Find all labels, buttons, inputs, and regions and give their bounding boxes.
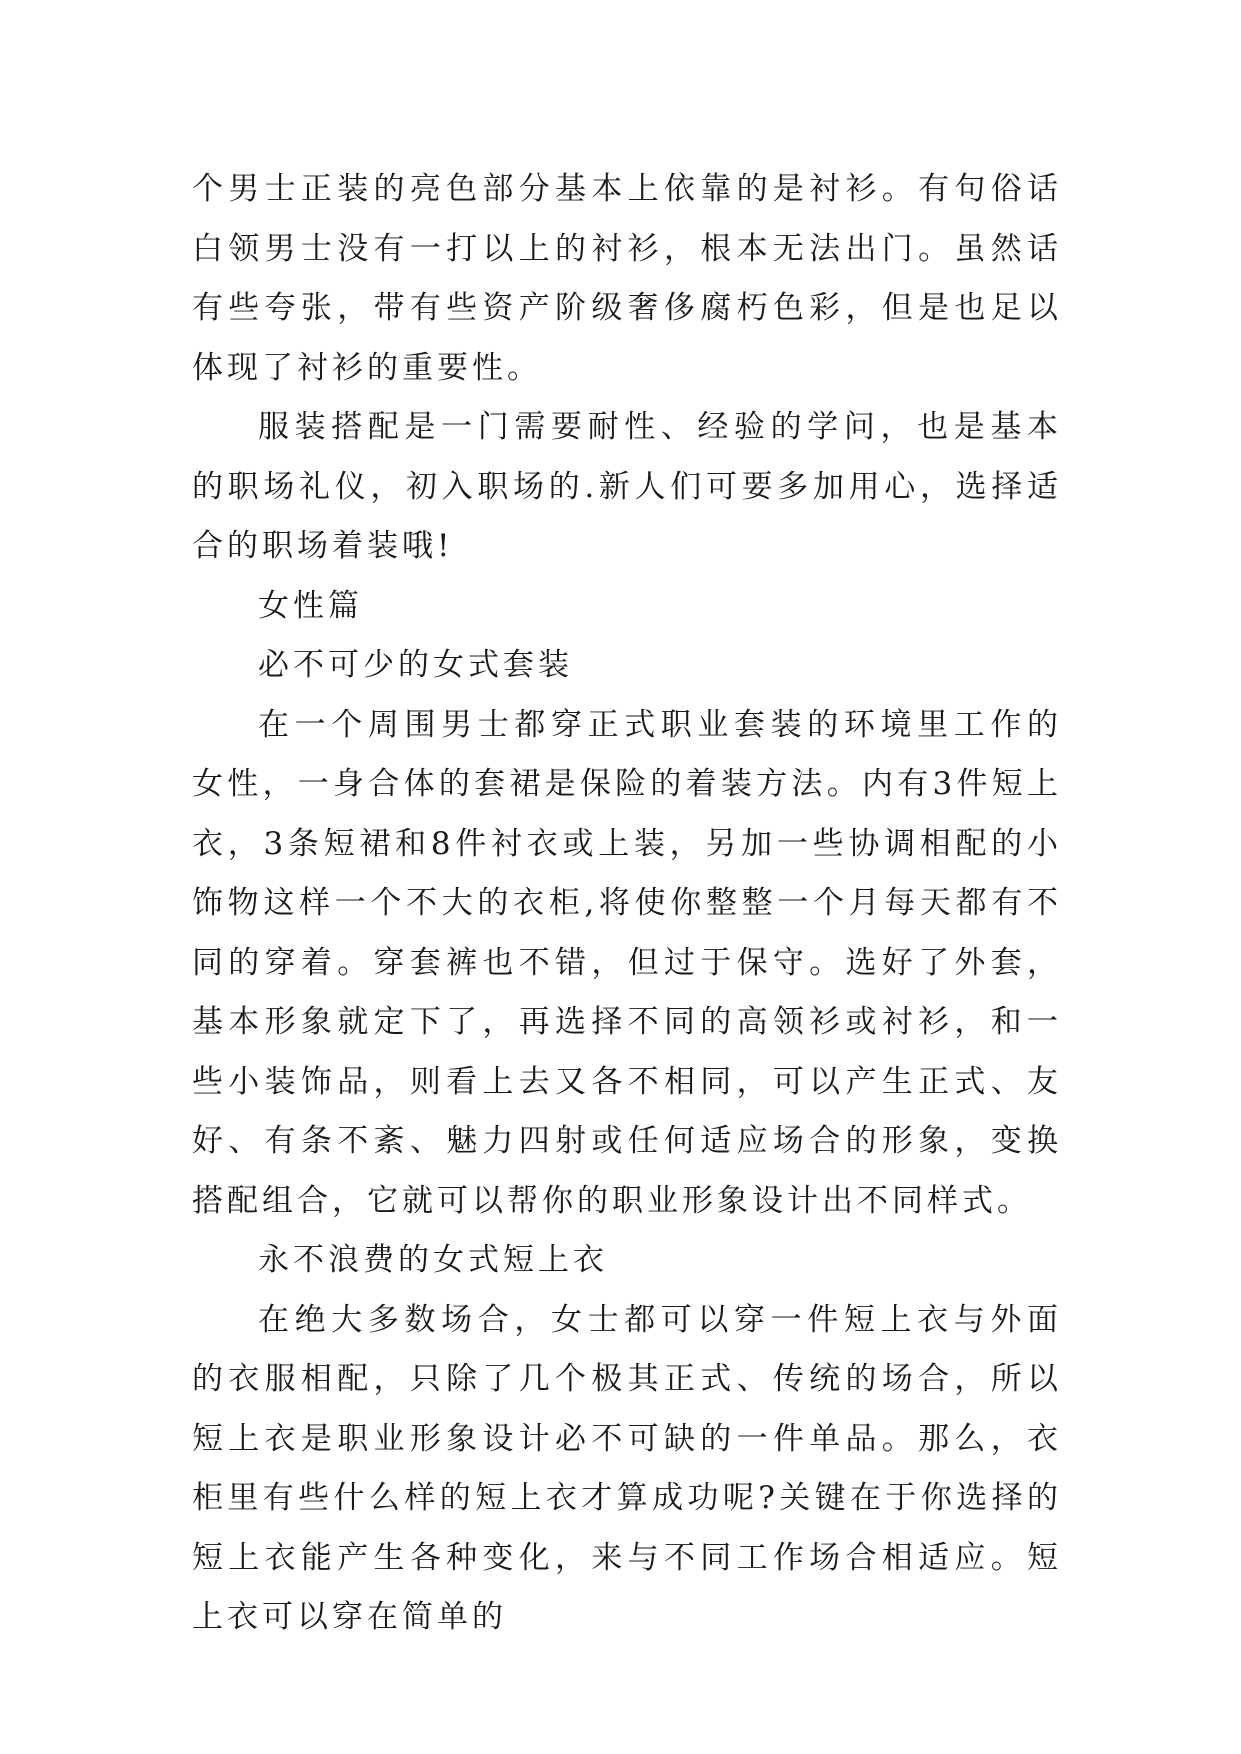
document-body [192, 160, 1062, 1648]
paragraph-womens-suit: 在一个周围男士都穿正式职业套装的环境里工作的女性，一身合体的套裙是保险的着装方法。内有3件短上衣，3条短裙和8件衬衣或上装，另加一些协调相配的小饰物这样一个不大的衣柜,将使你整整一个月每天都有不同的穿着。穿套裤也不错，但过于保守。选好了外套，基本形象就定下了，再选择不同的高领衫或衬衫，和一些小装饰品，则看上去又各不相同，可以产生正式、友好、有条不紊、魅力四射或任何适应场合的形象，变换搭配组合，它就可以帮你的职业形象设计出不同样式。 [192, 706, 1062, 1219]
paragraph-shirt-importance: 个男士正装的亮色部分基本上依靠的是衬衫。有句俗话白领男士没有一打以上的衬衫，根本无法出门。虽然话有些夸张，带有些资产阶级奢侈腐朽色彩，但是也足以体现了衬衫的重要性。 [192, 171, 1062, 386]
paragraph-womens-jacket: 在绝大多数场合，女士都可以穿一件短上衣与外面的衣服相配，只除了几个极其正式、传统的场合，所以短上衣是职业形象设计必不可缺的一件单品。那么，衣柜里有些什么样的短上衣才算成功呢?关键在于你选择的短上衣能产生各种变化，来与不同工作场合相适应。短上衣可以穿在简单的 [192, 1301, 1062, 1635]
section-heading-women: 女性篇 [258, 587, 363, 624]
subheading-womens-jacket: 永不浪费的女式短上衣 [258, 1242, 608, 1278]
subheading-womens-suit: 必不可少的女式套装 [258, 647, 573, 683]
paragraph-workplace-etiquette: 服装搭配是一门需要耐性、经验的学问，也是基本的职场礼仪，初入职场的.新人们可要多加用心，选择适合的职场着装哦! [192, 409, 1062, 564]
